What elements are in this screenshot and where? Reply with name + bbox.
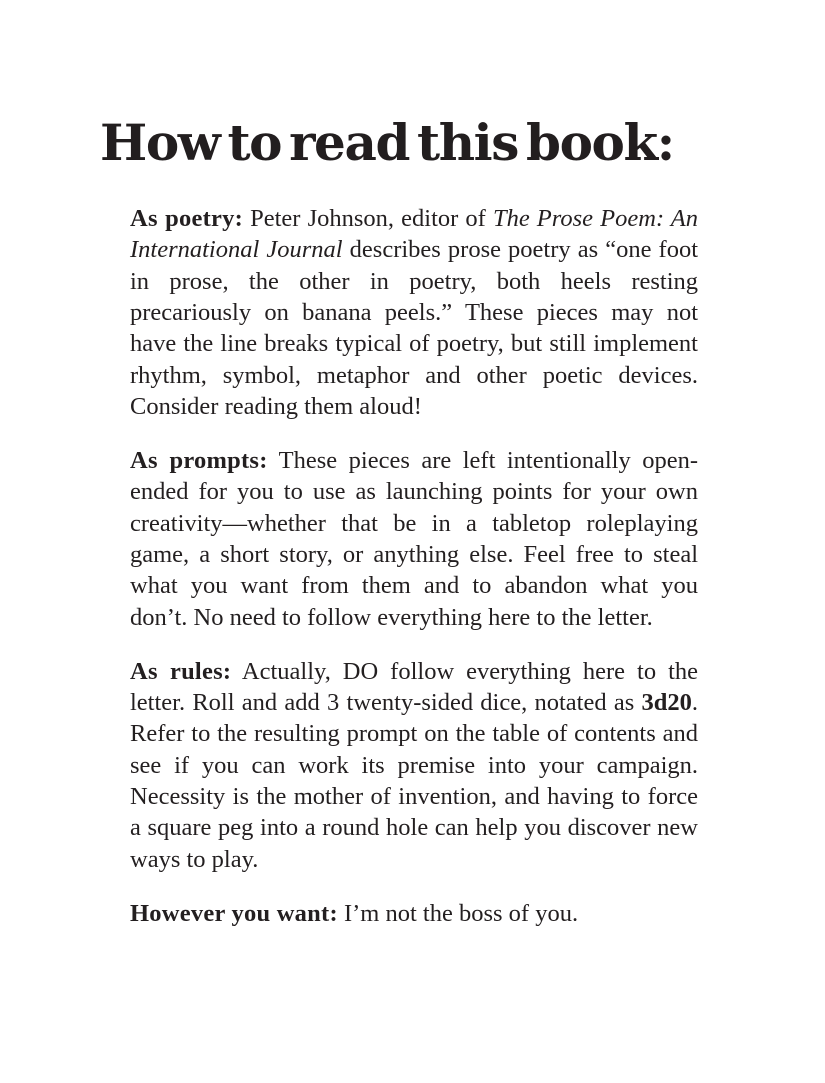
paragraph-lead: As poetry: bbox=[130, 205, 243, 232]
paragraph-text-run: 3d20 bbox=[641, 688, 692, 716]
paragraph-text-run: These pieces are left intentionally open-ended for you to use as launching points for your own creativity—whether that be in a tabletop roleplaying game, a short story, or anything else. Feel free to steal what you want from them and to abandon what you don’t. No need to follow everything here to the letter. bbox=[130, 446, 698, 631]
paragraph-text-run: Peter Johnson, editor of bbox=[243, 205, 493, 232]
page-title: How to read this book: bbox=[100, 113, 674, 172]
paragraph-as-rules bbox=[130, 656, 698, 875]
paragraph-text-run: . Refer to the resulting prompt on the table of contents and see if you can work its premise into your campaign. Necessity is the mother of invention, and having to force a square peg into a round hole can help you discover new ways to play. bbox=[130, 688, 698, 873]
paragraph-as-prompts bbox=[130, 445, 698, 633]
paragraph-text-run: describes prose poetry as “one foot in prose, the other in poetry, both heels resting precariously on banana peels.” These pieces may not have the line breaks typical of poetry, but still implement rhythm, symbol, metaphor and other poetic devices. Consider reading them aloud! bbox=[130, 236, 698, 420]
paragraph-lead: As prompts: bbox=[130, 446, 268, 474]
paragraph-however-you-want bbox=[130, 898, 698, 929]
paragraph-lead: However you want: bbox=[130, 899, 338, 927]
page-body bbox=[130, 203, 698, 929]
paragraph-text-run: Actually, DO follow everything here to the letter. Roll and add 3 twenty-sided dice, notated as bbox=[130, 657, 698, 716]
paragraph-text-run: The Prose Poem: An International Journal bbox=[130, 205, 699, 264]
paragraph-lead: As rules: bbox=[130, 657, 232, 685]
paragraph-text-run: I’m not the boss of you. bbox=[337, 899, 579, 927]
paragraph-as-poetry bbox=[130, 203, 698, 422]
